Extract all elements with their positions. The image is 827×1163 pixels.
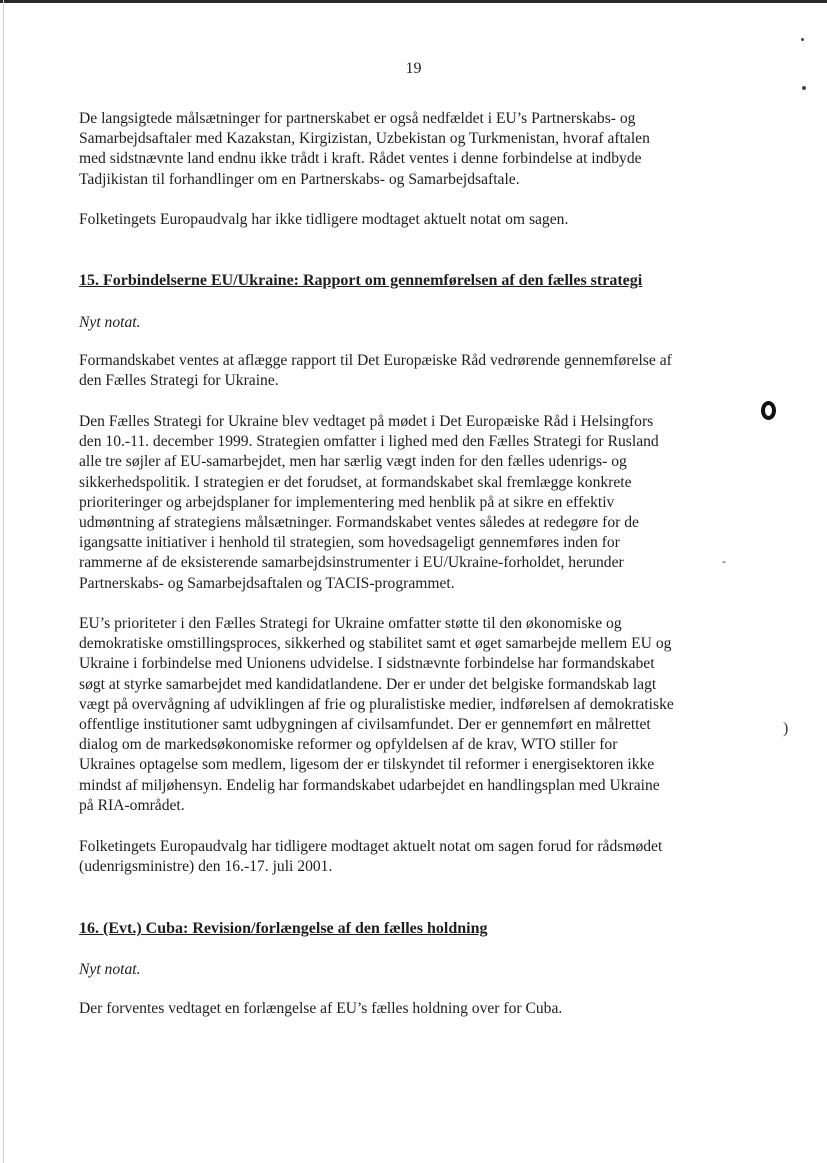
- margin-paren-mark: ): [783, 720, 789, 737]
- paragraph-eu-priorities: EU’s prioriteter i den Fælles Strategi for Ukraine omfatter støtte til den økonomiske og demokratiske omstillingsproces, sikkerhed og stabilitet samt et øget samarbejde mellem EU og Ukraine i forbindelse med Unionens udvidelse. I sidstnævnte forbindelse har formandskabet søgt at styrke samarbejdet med kandidatlandene. Der er under det belgiske formandskab lagt vægt på overvågning af udviklingen af frie og pluralistiske medier, indførelsen af demokratiske offentlige institutioner samt udbygningen af civilsamfundet. Der er gennemført en målrettet dialog om de markedsøkonomiske reformer og opfyldelsen af de krav, WTO stiller for Ukraines optagelse som medlem, ligesom der er tilskyndet til reformer i energisektoren ikke mindst af miljøhensyn. Endelig har formandskabet udarbejdet en handlingsplan med Ukraine på RIA-området.: [79, 615, 674, 814]
- paragraph-no-prior-notat: Folketingets Europaudvalg har ikke tidligere modtaget aktuelt notat om sagen.: [79, 211, 569, 228]
- margin-dash-mark: -: [722, 554, 726, 568]
- page-number: 19: [405, 60, 422, 77]
- margin-dot-small: [801, 38, 804, 41]
- paragraph-cuba-extension: Der forventes vedtaget en forlængelse af EU’s fælles holdning over for Cuba.: [79, 1000, 563, 1017]
- paragraph-partnership-goals: De langsigtede målsætninger for partnerskabet er også nedfældet i EU’s Partnerskabs- og Samarbejdsaftaler med Kazakstan, Kirgizistan, Uzbekistan og Turkmenistan, hvoraf aftalen med sidstnævnte land endnu ikke trådt i kraft. Rådet ventes i denne forbindelse at indbyde Tadjikistan til forhandlinger om en Partnerskabs- og Samarbejdsaftale.: [79, 110, 650, 188]
- section-heading-16: 16. (Evt.) Cuba: Revision/forlængelse af den fælles holdning: [79, 920, 488, 937]
- left-scan-edge: [3, 0, 4, 1163]
- margin-dot: [802, 86, 806, 90]
- paragraph-common-strategy: Den Fælles Strategi for Ukraine blev vedtaget på mødet i Det Europæiske Råd i Helsingfors den 10.-11. december 1999. Strategien omfatter i lighed med den Fælles Strategi for Rusland alle tre søjler af EU-samarbejdet, men har særlig vægt inden for den fælles udenrigs- og sikkerhedspolitik. I strategien er det forudset, at formandskabet skal fremlægge konkrete prioriteringer og arbejdsplaner for implementering med henblik på at sikre en effektiv udmøntning af strategiens målsætninger. Formandskabet ventes således at redegøre for de igangsatte initiativer i henhold til strategien, som hovedsageligt gennemføres inden for rammerne af de eksisterende samarbejdsinstrumenter i EU/Ukraine-forholdet, herunder Partnerskabs- og Samarbejdsaftalen og TACIS-programmet.: [79, 413, 659, 592]
- new-notat-label-16: Nyt notat.: [79, 961, 141, 978]
- paragraph-report-ukraine: Formandskabet ventes at aflægge rapport til Det Europæiske Råd vedrørende gennemførelse af den Fælles Strategi for Ukraine.: [79, 352, 672, 390]
- top-border-rule: [0, 0, 827, 3]
- paragraph-prior-notat-2001: Folketingets Europaudvalg har tidligere modtaget aktuelt notat om sagen forud for rådsmødet (udenrigsministre) den 16.-17. juli 2001.: [79, 838, 663, 876]
- section-heading-15: 15. Forbindelserne EU/Ukraine: Rapport om gennemførelsen af den fælles strategi: [79, 272, 643, 289]
- margin-circle-mark: [761, 401, 776, 420]
- new-notat-label-15: Nyt notat.: [79, 314, 141, 331]
